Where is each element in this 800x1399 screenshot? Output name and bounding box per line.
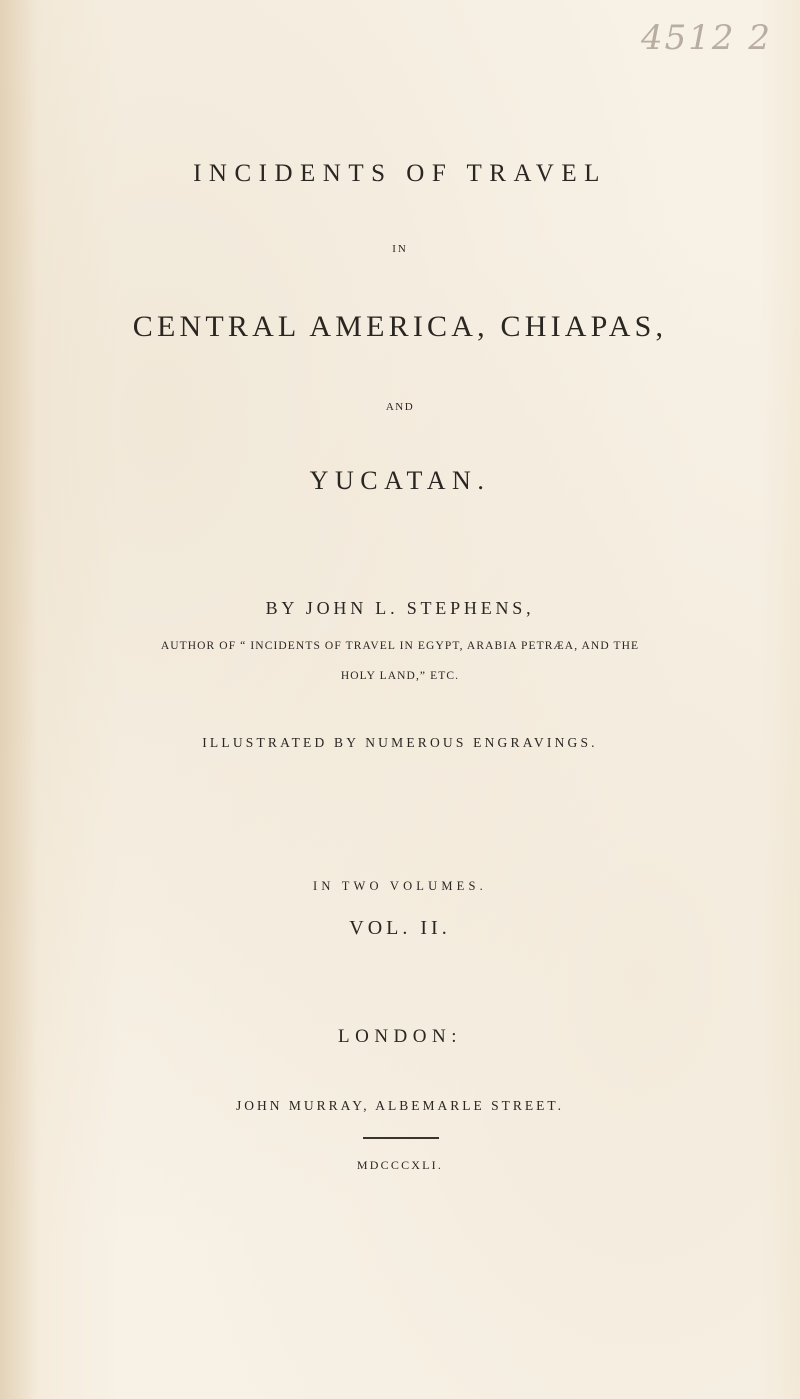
title-line-3: YUCATAN.	[309, 466, 491, 495]
title-connector-and: AND	[385, 401, 415, 413]
author-byline: BY JOHN L. STEPHENS,	[265, 598, 535, 618]
volumes-note: IN TWO VOLUMES.	[313, 879, 487, 893]
author-note-line-2: HOLY LAND,” ETC.	[340, 670, 460, 682]
imprint-date: MDCCCXLI.	[356, 1158, 444, 1172]
imprint-place: LONDON:	[338, 1026, 462, 1047]
imprint-publisher: JOHN MURRAY, ALBEMARLE STREET.	[236, 1098, 564, 1113]
title-line-2: CENTRAL AMERICA, CHIAPAS,	[132, 310, 668, 343]
volume-number: VOL. II.	[349, 917, 451, 939]
imprint-rule	[363, 1137, 439, 1139]
handwritten-shelfmark: 4512 2	[641, 18, 772, 58]
title-connector-in: IN	[392, 243, 408, 255]
author-note-line-1: AUTHOR OF “ INCIDENTS OF TRAVEL IN EGYPT, ARABIA PETRÆA, AND THE	[160, 640, 640, 652]
illustrations-note: ILLUSTRATED BY NUMEROUS ENGRAVINGS.	[202, 735, 598, 750]
page-edge-stain	[0, 0, 38, 1399]
title-line-1: INCIDENTS OF TRAVEL	[193, 160, 607, 187]
